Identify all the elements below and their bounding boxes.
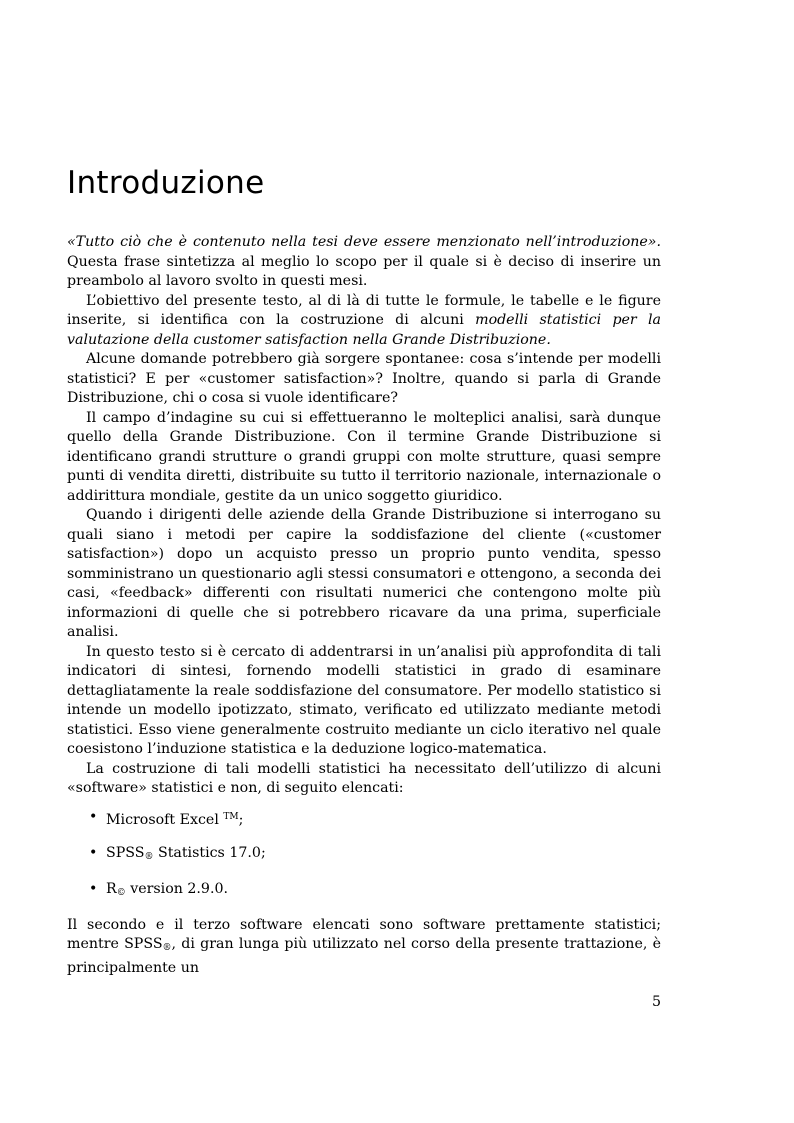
paragraph-2 [67, 292, 661, 351]
registered-mark: ® [162, 943, 172, 953]
bullet-icon: • [89, 844, 98, 861]
paragraph-3: Alcune domande potrebbero già sorgere spontanee: cosa s’intende per modelli statistici? E per «customer satisfaction»? Inoltre, quando si parla di Grande Distribuzione, chi o cosa si vuole identificare? [67, 351, 661, 406]
list-item: • Microsoft Excel ™; [89, 808, 244, 828]
paragraph-4: Il campo d’indagine su cui si effettueranno le molteplici analisi, sarà dunque quello della Grande Distribuzione. Con il termine Grande Distribuzione si identificano grandi strutture o grandi gruppi con molte strutture, quasi sempre punti di vendita diretti, distribuite su tutto il territorio nazionale, internazionale o addirittura mondiale, gestite da un unico soggetto giuridico. [67, 409, 661, 504]
software-list [67, 808, 661, 899]
paragraph-5: Quando i dirigenti delle aziende della Grande Distribuzione si interrogano su quali siano i metodi per capire la soddisfazione del cliente («customer satisfaction») dopo un acquisto presso un proprio punto vendita, spesso somministrano un questionario agli stessi consumatori e ottengono, a seconda dei casi, «feedback» differenti con risultati numerici che contengono molte più informazioni di quelle che si potrebbero ricavare da una prima, superficiale analisi. [67, 507, 661, 640]
paragraph-1-text: Questa frase sintetizza al meglio lo scopo per il quale si è deciso di inserire un preambolo al lavoro svolto in questi mesi. [67, 253, 661, 289]
page-number: 5 [652, 994, 662, 1010]
paragraph-1 [67, 233, 661, 292]
registered-mark: ® [144, 851, 154, 862]
bullet-icon: • [89, 880, 98, 897]
opening-quote: «Tutto ciò che è contenuto nella tesi deve essere menzionato nell’introduzione». [67, 234, 661, 250]
list-item: • $SPSS_®$ Statistics 17.0; [89, 844, 266, 862]
paragraph-6: In questo testo si è cercato di addentrarsi in un’analisi più approfondita di tali indicatori di sintesi, fornendo modelli statistici in grado di esaminare dettagliatamente la reale soddisfazione del consumatore. Per modello statistico si intende un modello ipotizzato, stimato, verificato ed utilizzato mediante metodi statistici. Esso viene generalmente costruito mediante un ciclo iterativo nel quale coesistono l’induzione statistica e la deduzione logico-matematica. [67, 643, 661, 757]
trademark-mark: TM [223, 811, 239, 822]
paragraph-2-emphasis: modelli statistici per la valutazione della customer satisfaction nella Grande Distribuzione. [67, 312, 661, 348]
chapter-title: Introduzione [67, 165, 265, 201]
body-text [67, 233, 661, 978]
paragraph-8: Il secondo e il terzo software elencati sono software prettamente statistici; mentre $SPSS_®$, di gran lunga più utilizzato nel corso della presente trattazione, è principalmente un [67, 916, 661, 976]
bullet-icon: • [89, 808, 98, 825]
list-item: • $R_©$ version 2.9.0. [89, 880, 229, 898]
paragraph-7: La costruzione di tali modelli statistici ha necessitato dell’utilizzo di alcuni «software» statistici e non, di seguito elencati: [67, 760, 661, 796]
paragraph-2-text: L’obiettivo del presente testo, al di là di tutte le formule, le tabelle e le figure inserite, si identifica con la costruzione di alcuni [67, 292, 661, 328]
copyright-mark: © [116, 887, 126, 898]
